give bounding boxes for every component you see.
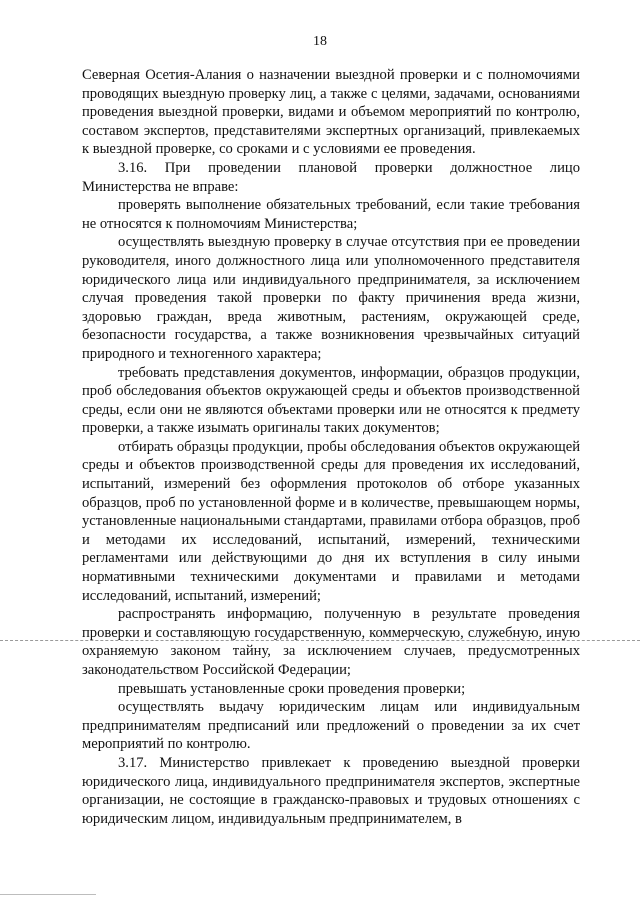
footer-rule: [0, 894, 96, 895]
paragraph-3-17: 3.17. Министерство привлекает к проведению выездной проверки юридического лица, индивидуального предпринимателя экспертов, экспертные организации, не состоящие в гражданско-правовых и трудовых отношениях с юридическим лицом, индивидуальным предпринимателем, в: [82, 754, 580, 827]
list-item: проверять выполнение обязательных требований, если такие требования не относятся к полномочиям Министерства;: [82, 197, 580, 232]
paragraph-3-16: 3.16. При проведении плановой проверки должностное лицо Министерства не вправе:: [82, 159, 580, 195]
list-item: осуществлять выдачу юридическим лицам или индивидуальным предпринимателям предписаний или предложений о проведении за их счет мероприятий по контролю.: [82, 699, 580, 753]
list-item: превышать установленные сроки проведения проверки;: [118, 680, 466, 697]
list-item: требовать представления документов, информации, образцов продукции, проб обследования объектов окружающей среды и объектов производственной среды, если они не являются объектами проверки или не относятся к предмету проверки, а также изымать оригиналы таких документов;: [82, 364, 580, 437]
paragraph-continuation: Северная Осетия-Алания о назначении выездной проверки и с полномочиями проводящих выездную проверку лиц, а также с целями, задачами, основаниями проведения выездной проверки, видами и объемом мероприятий по контролю, составом экспертов, представителями экспертных организаций, привлекаемых к выездной проверке, со сроками и с условиями ее проведения.: [82, 67, 580, 158]
page-number: 18: [313, 34, 327, 49]
dashed-divider: [0, 640, 640, 641]
document-body: [82, 66, 580, 828]
list-item: осуществлять выездную проверку в случае отсутствия при ее проведении руководителя, иного должностного лица или уполномоченного представителя юридического лица или индивидуального предпринимателя, за исключением случая проведения такой проверки по факту причинения вреда жизни, здоровью граждан, вреда животным, растениям, окружающей среде, безопасности государства, а также возникновения чрезвычайных ситуаций природного и техногенного характера;: [82, 234, 580, 362]
list-item: распространять информацию, полученную в результате проведения проверки и составляющую государственную, коммерческую, служебную, иную охраняемую законом тайну, за исключением случаев, предусмотренных законодательством Российской Федерации;: [82, 606, 580, 678]
list-item: отбирать образцы продукции, пробы обследования объектов окружающей среды и объектов производственной среды для проведения их исследований, испытаний, измерений без оформления протоколов об отборе указанных образцов, проб по установленной форме и в количестве, превышающем нормы, установленные национальными стандартами, правилами отбора образцов, проб и методами их исследований, испытаний, измерений, техническими регламентами или действующими до дня их вступления в силу иными нормативными техническими документами и правилами и методами исследований, испытаний, измерений;: [82, 438, 580, 604]
